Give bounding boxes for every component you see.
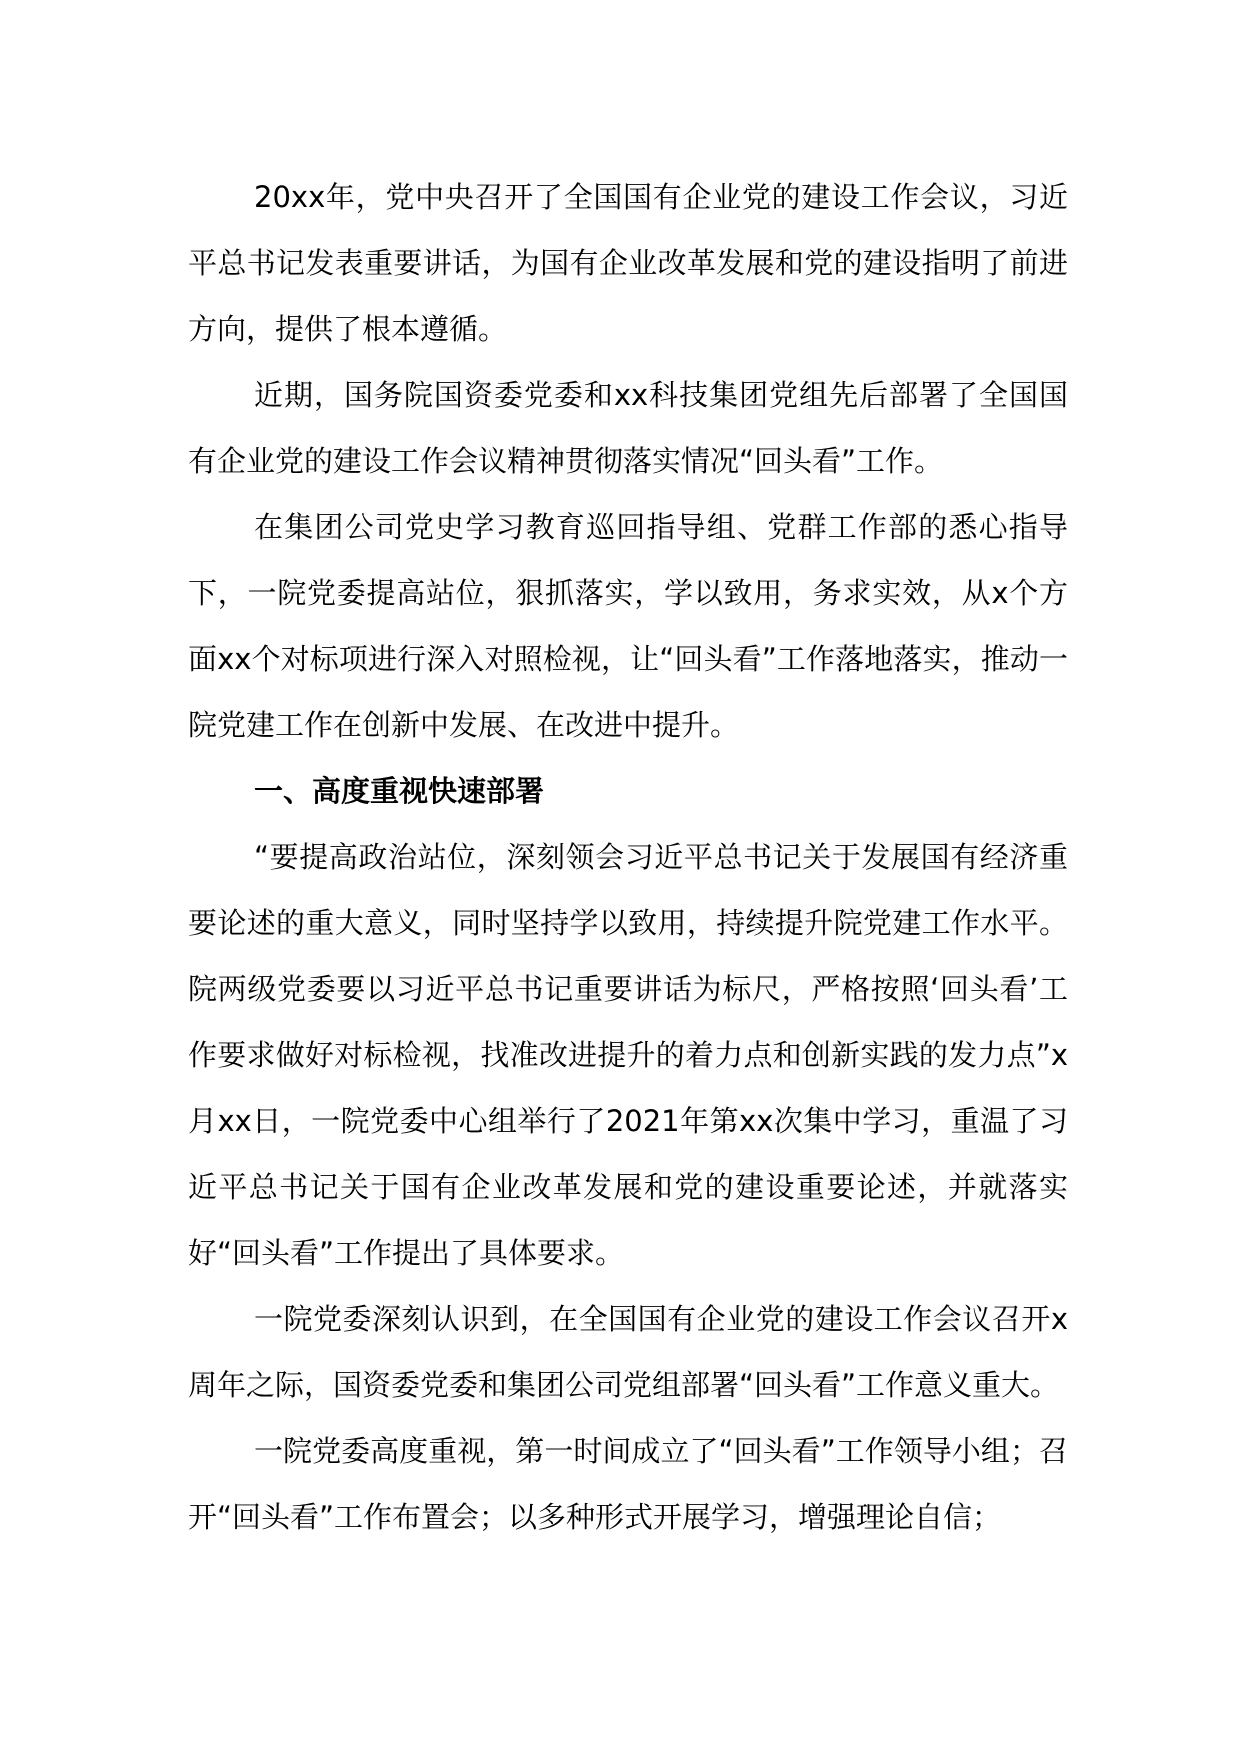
- document-body: [188, 164, 1068, 1550]
- paragraph-significance: 一院党委深刻认识到，在全国国有企业党的建设工作会议召开x周年之际，国资委党委和集团公司党组部署“回头看”工作意义重大。: [188, 1302, 1068, 1402]
- paragraph-actions: 一院党委高度重视，第一时间成立了“回头看”工作领导小组；召开“回头看”工作布置会；以多种形式开展学习，增强理论自信；: [188, 1434, 1068, 1534]
- paragraph-guidance: 在集团公司党史学习教育巡回指导组、党群工作部的悉心指导下，一院党委提高站位，狠抓落实，学以致用，务求实效，从x个方面xx个对标项进行深入对照检视，让“回头看”工作落地落实，推动一院党建工作在创新中发展、在改进中提升。: [188, 510, 1068, 742]
- paragraph-intro: 20xx年，党中央召开了全国国有企业党的建设工作会议，习近平总书记发表重要讲话，为国有企业改革发展和党的建设指明了前进方向，提供了根本遵循。: [188, 180, 1068, 346]
- section-heading: 一、高度重视快速部署: [254, 774, 545, 808]
- paragraph-recent-deployment: 近期，国务院国资委党委和xx科技集团党组先后部署了全国国有企业党的建设工作会议精神贯彻落实情况“回头看”工作。: [188, 378, 1068, 478]
- paragraph-study-session: “要提高政治站位，深刻领会习近平总书记关于发展国有经济重要论述的重大意义，同时坚持学以致用，持续提升院党建工作水平。院两级党委要以习近平总书记重要讲话为标尺，严格按照‘回头看’工作要求做好对标检视，找准改进提升的着力点和创新实践的发力点”x月xx日，一院党委中心组举行了2021年第xx次集中学习，重温了习近平总书记关于国有企业改革发展和党的建设重要论述，并就落实好“回头看”工作提出了具体要求。: [188, 840, 1068, 1270]
